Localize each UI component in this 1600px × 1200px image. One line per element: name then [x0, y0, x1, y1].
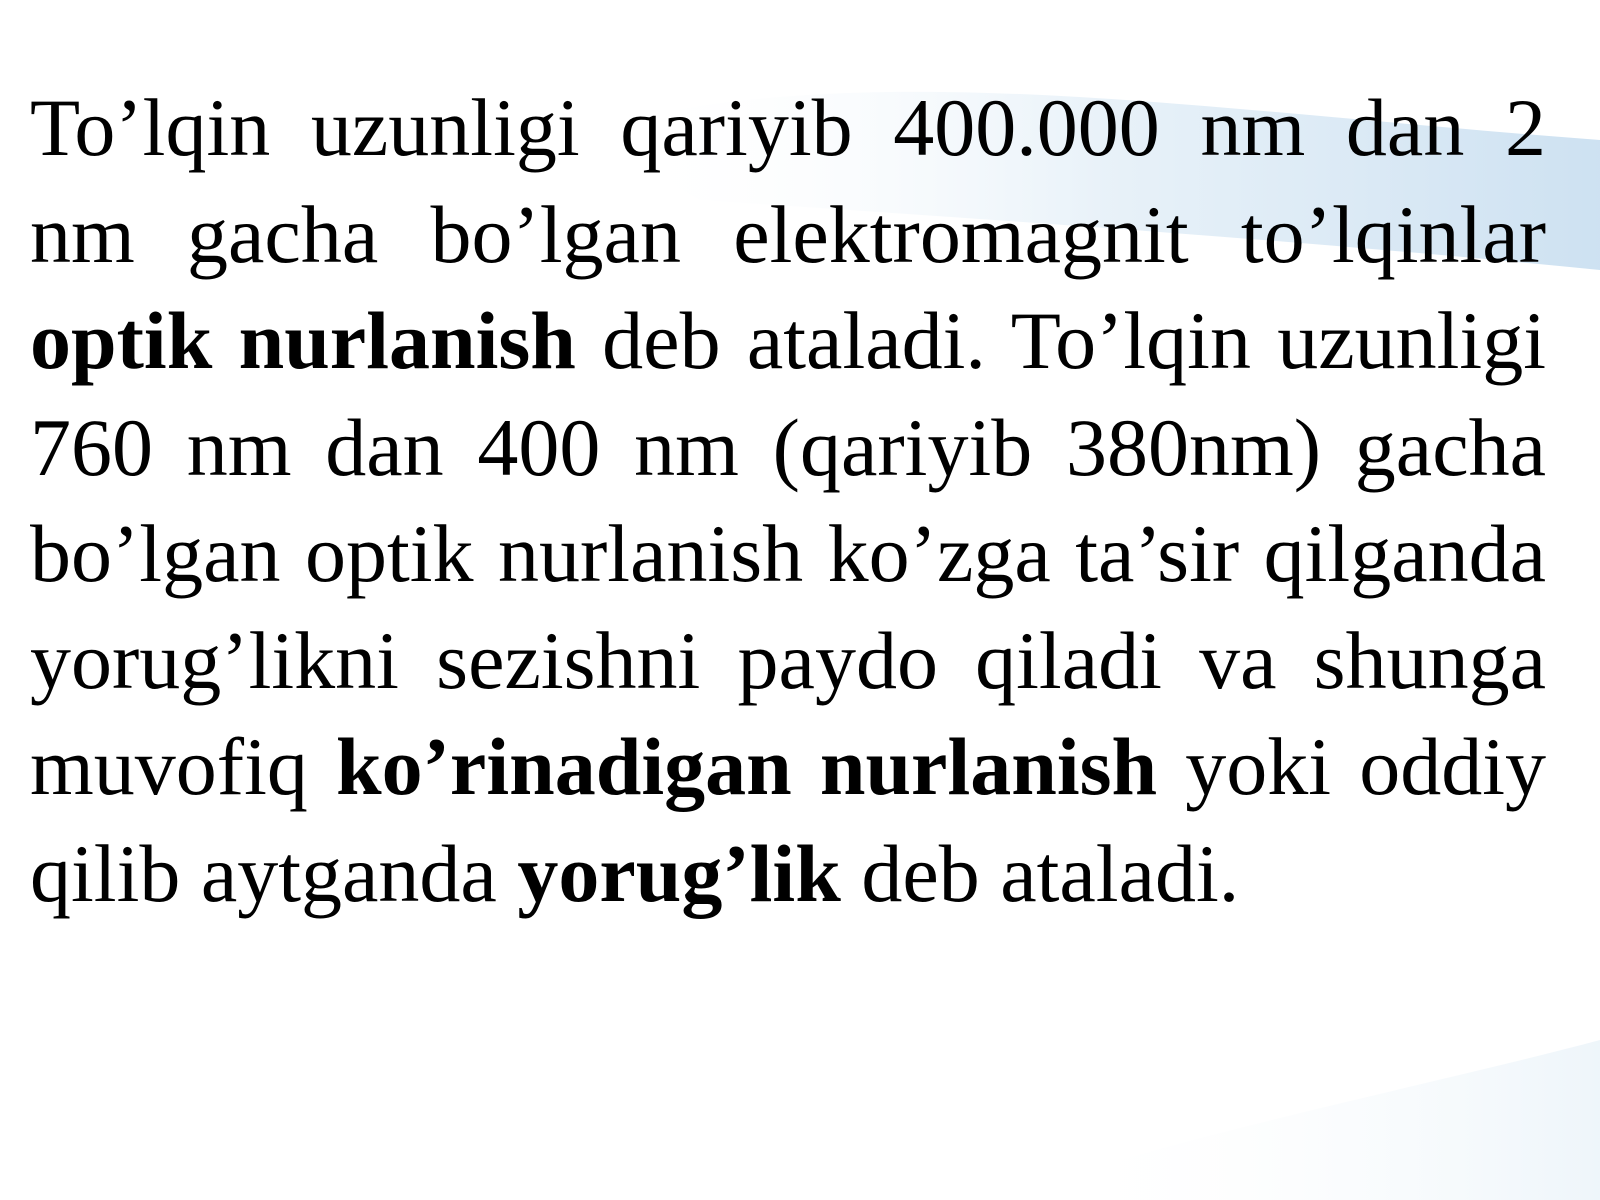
body-paragraph [30, 75, 1546, 927]
wave-decoration-lower [1050, 1040, 1600, 1200]
term-optical-radiation: optik nurlanish [30, 295, 576, 386]
term-visible-radiation: ko’rinadigan nurlanish [336, 721, 1158, 812]
text-segment: yoki oddiy qilib aytganda [30, 721, 1546, 919]
term-light: yorug’lik [517, 827, 841, 919]
text-segment: deb ataladi. To’lqin uzunligi 760 nm dan 400 nm (qariyib 380nm) gacha bo’lgan optik nurlanish ko’zga ta’sir qilganda yorug’likni sezishni paydo qiladi va shunga muvofiq [30, 295, 1546, 812]
text-segment: To’lqin uzunligi qariyib 400.000 nm dan 2 nm gacha bo’lgan elektromagnit to’lqinlar [30, 82, 1546, 280]
text-segment: deb ataladi. [840, 827, 1240, 919]
